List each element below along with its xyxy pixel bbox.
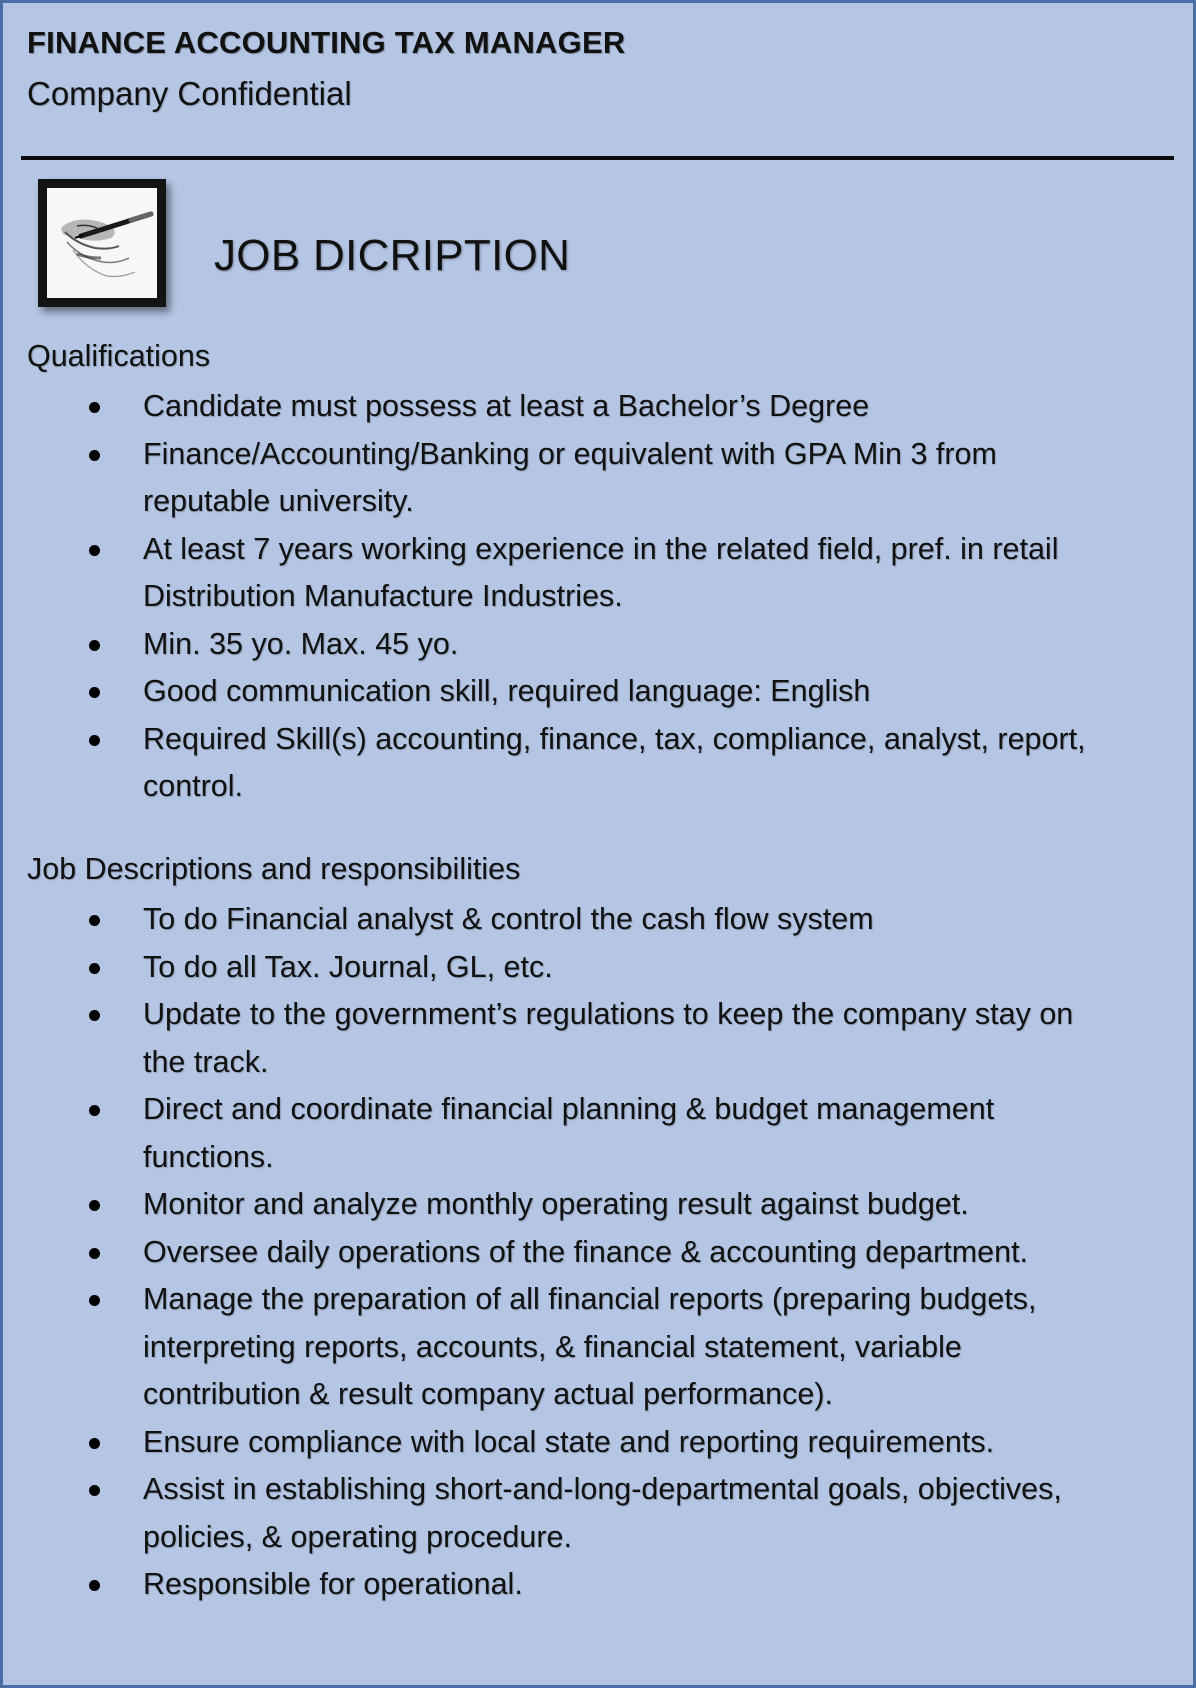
list-item: Update to the government’s regulations to keep the company stay on the track. [3,991,1196,1086]
list-item: Oversee daily operations of the finance & accounting department. [3,1229,1196,1277]
list-item: Required Skill(s) accounting, finance, tax, compliance, analyst, report, control. [3,716,1196,811]
bullet-icon [89,1010,100,1021]
header-divider [21,156,1174,160]
list-item: Ensure compliance with local state and reporting requirements. [3,1419,1196,1467]
bullet-icon [89,1295,100,1306]
bullet-icon [89,402,100,413]
section-heading: JOB DICRIPTION [214,231,571,280]
list-item: Candidate must possess at least a Bachelor’s Degree [3,383,1196,431]
bullet-icon [89,735,100,746]
bullet-icon [89,1438,100,1449]
list-item: At least 7 years working experience in the related field, pref. in retail Distribution Manufacture Industries. [3,526,1196,621]
bullet-icon [89,963,100,974]
list-item: To do all Tax. Journal, GL, etc. [3,944,1196,992]
bullet-icon [89,1105,100,1116]
list-item: Good communication skill, required language: English [3,668,1196,716]
bullet-icon [89,1248,100,1259]
list-item: Min. 35 yo. Max. 45 yo. [3,621,1196,669]
bullet-icon [89,687,100,698]
qualifications-title: Qualifications [27,339,211,373]
list-item: Finance/Accounting/Banking or equivalent with GPA Min 3 from reputable university. [3,431,1196,526]
bullet-icon [89,640,100,651]
job-title: FINANCE ACCOUNTING TAX MANAGER [27,25,626,60]
bullet-icon [89,545,100,556]
list-item: Monitor and analyze monthly operating result against budget. [3,1181,1196,1229]
list-item: Assist in establishing short-and-long-departmental goals, objectives, policies, & operating procedure. [3,1466,1196,1561]
bullet-icon [89,1580,100,1591]
responsibilities-title: Job Descriptions and responsibilities [27,852,521,886]
pen-writing-icon [38,179,166,307]
bullet-icon [89,915,100,926]
list-item: Direct and coordinate financial planning & budget management functions. [3,1086,1196,1181]
bullet-icon [89,1485,100,1496]
list-item: Manage the preparation of all financial reports (preparing budgets, interpreting reports, accounts, & financial statement, variable contribution & result company actual performance). [3,1276,1196,1419]
list-item: To do Financial analyst & control the cash flow system [3,896,1196,944]
company-name: Company Confidential [27,75,352,112]
qualifications-list [3,383,1196,811]
responsibilities-list [3,896,1196,1609]
list-item: Responsible for operational. [3,1561,1196,1609]
bullet-icon [89,1200,100,1211]
bullet-icon [89,450,100,461]
